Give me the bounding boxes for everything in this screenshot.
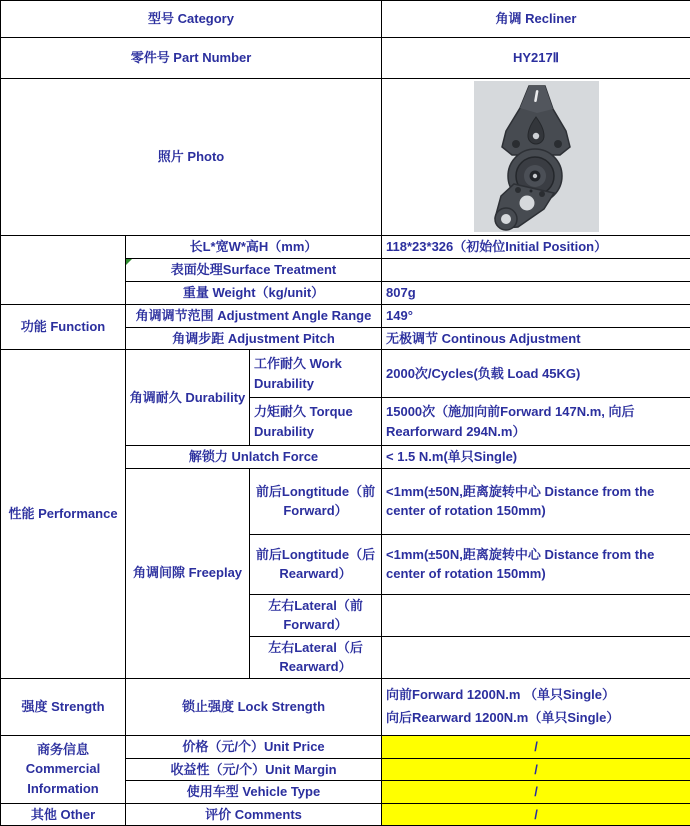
pitch-value: 无极调节 Continous Adjustment [382, 327, 690, 350]
freeplay-group-label: 角调间隙 Freeplay [126, 468, 250, 678]
freeplay-longitude-forward-value: <1mm(±50N,距离旋转中心 Distance from the center of rotation 150mm) [382, 468, 690, 534]
torque-durability-value: 15000次（施加向前Forward 147N.m, 向后Rearforward 294N.m） [382, 398, 690, 446]
performance-group-label: 性能 Performance [1, 350, 126, 679]
torque-durability-label: 力矩耐久 Torque Durability [250, 398, 382, 446]
function-group-label: 功能 Function [1, 304, 126, 350]
freeplay-longitude-forward-label: 前后Longtitude（前 Forward） [250, 468, 382, 534]
photo-cell [382, 79, 690, 236]
angle-range-value: 149° [382, 304, 690, 327]
dimensions-label: 长L*宽W*高H（mm） [126, 236, 382, 259]
surface-treatment-label: 表面处理Surface Treatment [170, 262, 337, 278]
unit-price-value: / [382, 735, 690, 758]
category-label: 型号 Category [1, 1, 382, 38]
weight-label: 重量 Weight（kg/unit） [126, 282, 382, 305]
angle-range-label: 角调调节范围 Adjustment Angle Range [126, 304, 382, 327]
recliner-part-3d-image [474, 81, 599, 232]
freeplay-longitude-rearward-value: <1mm(±50N,距离旋转中心 Distance from the center of rotation 150mm) [382, 534, 690, 594]
pitch-label: 角调步距 Adjustment Pitch [126, 327, 382, 350]
work-durability-label: 工作耐久 Work Durability [250, 350, 382, 398]
freeplay-lateral-forward-label: 左右Lateral（前 Forward） [250, 594, 382, 636]
unit-margin-value: / [382, 758, 690, 781]
recliner-part-photo [474, 81, 599, 232]
strength-group-label: 强度 Strength [1, 678, 126, 735]
lock-strength-value-line1: 向前Forward 1200N.m （单只Single） [386, 686, 616, 702]
surface-treatment-label-cell [126, 259, 382, 282]
lock-strength-value [382, 678, 690, 735]
other-group-label: 其他 Other [1, 803, 126, 826]
general-group-cell [1, 236, 126, 305]
part-number-label: 零件号 Part Number [1, 38, 382, 79]
vehicle-type-value: / [382, 781, 690, 804]
commercial-group-label: 商务信息 Commercial Information [1, 735, 126, 803]
lock-strength-label: 锁止强度 Lock Strength [126, 678, 382, 735]
weight-value: 807g [382, 282, 690, 305]
durability-group-label: 角调耐久 Durability [126, 350, 250, 446]
dimensions-value: 118*23*326（初始位Initial Position） [382, 236, 690, 259]
unit-price-label: 价格（元/个）Unit Price [126, 735, 382, 758]
surface-treatment-value [382, 259, 690, 282]
freeplay-lateral-rearward-label: 左右Lateral（后 Rearward） [250, 636, 382, 678]
lock-strength-value-line2: 向后Rearward 1200N.m（单只Single） [386, 709, 620, 725]
comments-value: / [382, 803, 690, 826]
freeplay-lateral-rearward-value [382, 636, 690, 678]
unlatch-force-label: 解锁力 Unlatch Force [126, 446, 382, 469]
comments-label: 评价 Comments [126, 803, 382, 826]
unit-margin-label: 收益性（元/个）Unit Margin [126, 758, 382, 781]
part-number-value: HY217Ⅱ [382, 38, 690, 79]
category-value: 角调 Recliner [382, 1, 690, 38]
vehicle-type-label: 使用车型 Vehicle Type [126, 781, 382, 804]
freeplay-longitude-rearward-label: 前后Longtitude（后 Rearward） [250, 534, 382, 594]
unlatch-force-value: < 1.5 N.m(单只Single) [382, 446, 690, 469]
freeplay-lateral-forward-value [382, 594, 690, 636]
work-durability-value: 2000次/Cycles(负载 Load 45KG) [382, 350, 690, 398]
cell-comment-marker [126, 259, 132, 265]
photo-label: 照片 Photo [1, 79, 382, 236]
